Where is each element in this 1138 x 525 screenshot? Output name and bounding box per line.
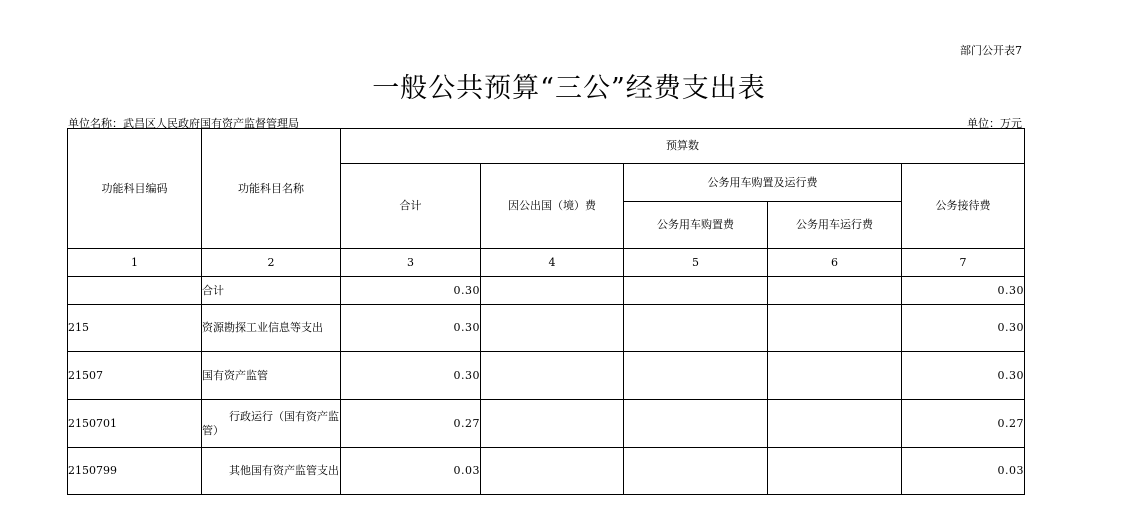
index-cell: 1 — [68, 249, 202, 277]
index-cell: 7 — [902, 249, 1025, 277]
header-reception: 公务接待费 — [902, 164, 1025, 249]
index-cell: 6 — [768, 249, 902, 277]
vehicle-operation-cell — [768, 352, 902, 400]
vehicle-operation-cell — [768, 277, 902, 305]
unit-name: 单位名称：武昌区人民政府国有资产监督管理局 — [68, 117, 299, 130]
header-code: 功能科目编码 — [68, 129, 202, 249]
index-cell: 2 — [202, 249, 341, 277]
table-row — [68, 400, 1025, 448]
reception-cell: 0.30 — [902, 277, 1025, 305]
vehicle-operation-cell — [768, 400, 902, 448]
name-cell: 行政运行（国有资产监管） — [202, 400, 341, 448]
header-abroad: 因公出国（境）费 — [481, 164, 624, 249]
vehicle-purchase-cell — [624, 400, 768, 448]
name-cell: 国有资产监管 — [202, 352, 341, 400]
currency-unit: 单位：万元 — [967, 117, 1022, 130]
index-row — [68, 249, 1025, 277]
code-cell: 21507 — [68, 352, 202, 400]
code-cell: 2150701 — [68, 400, 202, 448]
abroad-cell — [481, 400, 624, 448]
reception-cell: 0.30 — [902, 305, 1025, 352]
abroad-cell — [481, 277, 624, 305]
name-cell: 合计 — [202, 277, 341, 305]
reception-cell: 0.03 — [902, 448, 1025, 495]
table-row — [68, 305, 1025, 352]
index-cell: 5 — [624, 249, 768, 277]
header-total: 合计 — [341, 164, 481, 249]
budget-table — [67, 128, 1025, 495]
header-vehicle-group: 公务用车购置及运行费 — [624, 164, 902, 202]
page-title: 一般公共预算“三公”经费支出表 — [372, 73, 766, 104]
code-cell: 215 — [68, 305, 202, 352]
vehicle-purchase-cell — [624, 448, 768, 495]
name-cell: 资源勘探工业信息等支出 — [202, 305, 341, 352]
vehicle-purchase-cell — [624, 305, 768, 352]
header-vehicle-operation: 公务用车运行费 — [768, 202, 902, 249]
index-cell: 4 — [481, 249, 624, 277]
abroad-cell — [481, 352, 624, 400]
header-name: 功能科目名称 — [202, 129, 341, 249]
index-cell: 3 — [341, 249, 481, 277]
reception-cell: 0.30 — [902, 352, 1025, 400]
abroad-cell — [481, 448, 624, 495]
name-cell: 其他国有资产监管支出 — [202, 448, 341, 495]
table-row — [68, 352, 1025, 400]
total-cell: 0.27 — [341, 400, 481, 448]
vehicle-operation-cell — [768, 448, 902, 495]
code-cell — [68, 277, 202, 305]
total-cell: 0.03 — [341, 448, 481, 495]
vehicle-purchase-cell — [624, 352, 768, 400]
table-row — [68, 448, 1025, 495]
header-budget-group: 预算数 — [341, 129, 1025, 164]
total-cell: 0.30 — [341, 305, 481, 352]
abroad-cell — [481, 305, 624, 352]
vehicle-operation-cell — [768, 305, 902, 352]
form-number: 部门公开表7 — [960, 44, 1022, 57]
code-cell: 2150799 — [68, 448, 202, 495]
total-cell: 0.30 — [341, 352, 481, 400]
table-row — [68, 277, 1025, 305]
header-vehicle-purchase: 公务用车购置费 — [624, 202, 768, 249]
reception-cell: 0.27 — [902, 400, 1025, 448]
total-cell: 0.30 — [341, 277, 481, 305]
vehicle-purchase-cell — [624, 277, 768, 305]
